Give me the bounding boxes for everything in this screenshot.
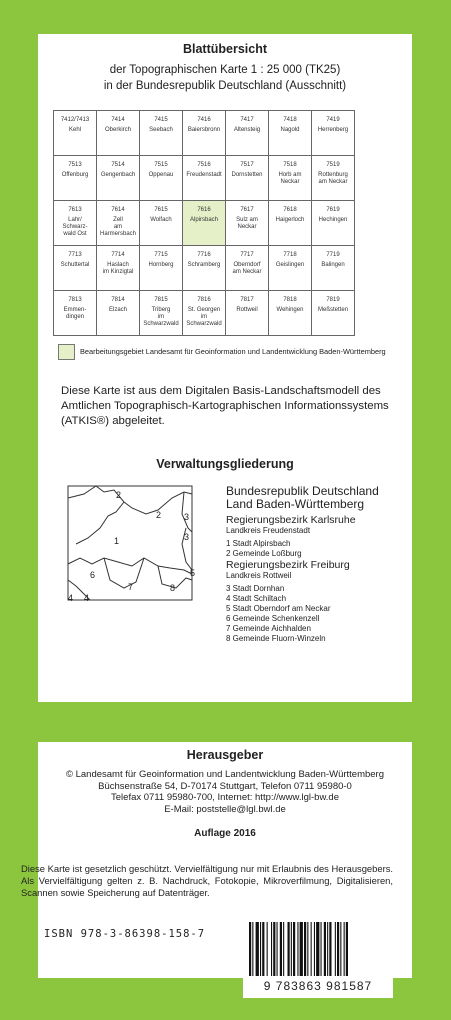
- map-label: 7: [128, 582, 134, 592]
- sheet-name: Hornberg: [148, 262, 174, 268]
- sheet-name: Wolfach: [150, 217, 172, 223]
- sheet-number: 7619: [326, 207, 340, 213]
- adm-item-1: 1 Stadt Alpirsbach: [226, 539, 291, 548]
- barcode-bar: [297, 922, 298, 976]
- sheet-cell: [226, 111, 269, 156]
- adm-district-1: Landkreis Freudenstadt: [226, 526, 311, 535]
- map-label: 3: [184, 532, 190, 542]
- sheet-number: 7417: [240, 117, 254, 123]
- sheet-number: 7517: [240, 162, 254, 168]
- sheet-cell: [269, 246, 312, 291]
- sheet-number: 7713: [68, 252, 82, 258]
- sheet-number: 7615: [154, 207, 168, 213]
- administration-map: [66, 484, 226, 604]
- barcode: [243, 918, 393, 998]
- sheet-number: 7419: [326, 117, 340, 123]
- sheet-name: Seebach: [149, 127, 173, 133]
- adm-item-5: 5 Stadt Oberndorf am Neckar: [226, 604, 331, 613]
- sheet-cell: [54, 201, 97, 246]
- barcode-bar: [311, 922, 312, 976]
- sheet-number: 7416: [197, 117, 211, 123]
- border-outer: [68, 486, 96, 498]
- sheet-name: Altensteig: [233, 127, 261, 133]
- barcode-bar: [316, 922, 319, 976]
- sheet-name: Sulz am Neckar: [236, 217, 258, 230]
- sheet-name: Lahr/ Schwarz- wald Ost: [62, 217, 88, 237]
- sheet-name: Haslach im Kinzigtal: [102, 262, 134, 275]
- border-region-2: [96, 486, 192, 514]
- copyright-notice: Diese Karte ist gesetzlich geschützt. Vervielfältigung nur mit Erlaubnis des Herausgebers. Als Vervielfältigung gelten z. B. Nachdruck, Fotokopie, Mikroverfilmung, Digitalisieren, Scannen sowie Speicherung auf Datenträger.: [21, 863, 393, 898]
- barcode-bar: [300, 922, 303, 976]
- sheet-number: 7714: [111, 252, 125, 258]
- sheet-name: Geislingen: [275, 262, 305, 268]
- adm-item-3: 3 Stadt Dornhan: [226, 584, 285, 593]
- sheet-number: 7719: [326, 252, 340, 258]
- sheet-name: Kehl: [68, 127, 81, 133]
- border-region-6: [68, 558, 192, 574]
- sheet-number: 7814: [111, 297, 125, 303]
- adm-district-2: Landkreis Rottweil: [226, 571, 292, 580]
- adm-item-8: 8 Gemeinde Fluorn-Winzeln: [226, 634, 326, 643]
- sheet-name: Oberkirch: [104, 127, 131, 133]
- sheet-name: Horb am Neckar: [278, 172, 302, 185]
- sheet-cell: [54, 291, 97, 336]
- grid-row: [54, 291, 355, 336]
- sheet-name: Rottenburg am Neckar: [318, 172, 348, 185]
- sheet-cell: [183, 156, 226, 201]
- barcode-bars: [243, 918, 393, 978]
- sheet-number: 7514: [111, 162, 125, 168]
- adm-state: Land Baden-Württemberg: [226, 497, 365, 511]
- sheet-cell: [140, 156, 183, 201]
- legend-swatch: [58, 344, 75, 360]
- sheet-cell: [97, 156, 140, 201]
- sheet-name: Freudenstadt: [186, 172, 222, 178]
- sheet-number: 7415: [154, 117, 168, 123]
- barcode-number: 9 783863 981587: [263, 979, 373, 993]
- sheet-number: 7715: [154, 252, 168, 258]
- sheet-cell: [54, 156, 97, 201]
- sheet-name: Herrenberg: [317, 127, 349, 133]
- sheet-name: Wehingen: [276, 307, 304, 313]
- sheet-name: Nagold: [280, 127, 300, 133]
- sheet-name: Zell am Harmersbach: [99, 217, 136, 237]
- sheet-cell: [183, 291, 226, 336]
- adm-item-2: 2 Gemeinde Loßburg: [226, 549, 302, 558]
- sheet-number: 7515: [154, 162, 168, 168]
- barcode-bar: [324, 922, 326, 976]
- sheet-number: 7816: [197, 297, 211, 303]
- adm-item-7: 7 Gemeinde Aichhalden: [226, 624, 311, 633]
- sheet-cell: [312, 201, 355, 246]
- sheet-cell: [140, 111, 183, 156]
- adm-region-1: Regierungsbezirk Karlsruhe: [226, 514, 356, 526]
- publisher-line3: Telefax 0711 95980-700, Internet: http://www.lgl-bw.de: [111, 792, 339, 803]
- sheet-number: 7616: [197, 207, 211, 213]
- sheet-cell: [269, 201, 312, 246]
- sheet-cell: [183, 111, 226, 156]
- barcode-bar: [293, 922, 295, 976]
- publisher-line4: E-Mail: poststelle@lgl.bwl.de: [164, 803, 286, 815]
- sheet-number: 7412/7413: [60, 117, 90, 123]
- source-text: Diese Karte ist aus dem Digitalen Basis-Landschaftsmodell des Amtlichen Topographisch-Kartographischen Informationssystems (ATKIS®) abgeleitet.: [61, 385, 389, 427]
- administration-list: [226, 485, 379, 644]
- map-label: 3: [184, 512, 190, 522]
- barcode-bar: [288, 922, 290, 976]
- barcode-bar: [307, 922, 308, 976]
- barcode-bar: [273, 922, 275, 976]
- sheet-cell: [140, 291, 183, 336]
- sheet-number: 7718: [283, 252, 297, 258]
- sheet-name: St. Georgen im Schwarzwald: [186, 307, 222, 327]
- sheet-cell: [97, 111, 140, 156]
- grid-row: [54, 156, 355, 201]
- isbn: ISBN 978-3-86398-158-7: [44, 928, 206, 940]
- barcode-bar: [277, 922, 278, 976]
- sheet-cell: [140, 201, 183, 246]
- sheet-number: 7418: [283, 117, 297, 123]
- sheet-name: Oberndorf am Neckar: [232, 262, 262, 275]
- sheet-name: Offenburg: [61, 172, 89, 178]
- barcode-bar: [314, 922, 315, 976]
- sheet-name: Meßstetten: [317, 307, 348, 313]
- sheet-cell: [54, 111, 97, 156]
- sheet-name: Alpirsbach: [189, 217, 218, 223]
- sheet-cell: [183, 201, 226, 246]
- sheet-name: Triberg im Schwarzwald: [143, 307, 179, 327]
- barcode-bar: [262, 922, 264, 976]
- sheet-cell: [140, 246, 183, 291]
- barcode-bar: [340, 922, 341, 976]
- barcode-bar: [327, 922, 328, 976]
- sheet-name: Schuttertal: [60, 262, 90, 268]
- sheet-cell: [312, 291, 355, 336]
- sheet-number: 7518: [283, 162, 297, 168]
- sheet-number: 7614: [111, 207, 125, 213]
- publisher-address: [38, 769, 412, 815]
- index-title: Blattübersicht: [182, 42, 268, 56]
- barcode-bar: [304, 922, 306, 976]
- sheet-number: 7618: [283, 207, 297, 213]
- grid-row: [54, 246, 355, 291]
- adm-item-4: 4 Stadt Schiltach: [226, 594, 287, 603]
- legend: [58, 344, 386, 360]
- sheet-number: 7519: [326, 162, 340, 168]
- map-label: 1: [114, 536, 120, 546]
- barcode-bar: [256, 922, 259, 976]
- sheet-name: Schramberg: [187, 262, 221, 268]
- sheet-number: 7716: [197, 252, 211, 258]
- publisher-line2: Büchsenstraße 54, D-70174 Stuttgart, Telefon 0711 95980-0: [98, 780, 352, 792]
- sheet-name: Elzach: [108, 307, 127, 313]
- map-label: 6: [90, 570, 96, 580]
- grid-row: [54, 111, 355, 156]
- sheet-number: 7717: [240, 252, 254, 258]
- publisher-title: Herausgeber: [186, 748, 264, 762]
- barcode-bar: [344, 922, 345, 976]
- sheet-number: 7617: [240, 207, 254, 213]
- sheet-cell: [226, 201, 269, 246]
- sheet-number: 7817: [240, 297, 254, 303]
- barcode-bar: [267, 922, 268, 976]
- grid-row: [54, 201, 355, 246]
- publisher-line1: © Landesamt für Geoinformation und Landentwicklung Baden-Württemberg: [65, 769, 385, 780]
- sheet-number: 7813: [68, 297, 82, 303]
- sheet-name: Rottweil: [236, 307, 258, 313]
- adm-region-2: Regierungsbezirk Freiburg: [226, 559, 350, 571]
- barcode-bar: [335, 922, 336, 976]
- sheet-cell: [269, 291, 312, 336]
- sheet-name: Gengenbach: [100, 172, 136, 178]
- administration-title: Verwaltungsgliederung: [156, 457, 294, 471]
- sheet-index-grid: [53, 110, 355, 336]
- legend-text: Bearbeitungsgebiet Landesamt für Geoinformation und Landentwicklung Baden-Württemberg: [80, 346, 386, 356]
- barcode-bar: [346, 922, 348, 976]
- map-label: 8: [170, 583, 176, 593]
- map-label: 5: [190, 568, 196, 578]
- barcode-bar: [260, 922, 261, 976]
- barcode-bar: [271, 922, 272, 976]
- barcode-bar: [283, 922, 284, 976]
- sheet-name: Oppenau: [148, 172, 174, 178]
- sheet-name: Hechingen: [318, 217, 348, 223]
- sheet-name: Emmen- dingen: [63, 307, 87, 320]
- sheet-number: 7613: [68, 207, 82, 213]
- sheet-name: Baiersbronn: [187, 127, 221, 133]
- barcode-bar: [337, 922, 339, 976]
- sheet-name: Dornstetten: [231, 172, 263, 178]
- adm-country: Bundesrepublik Deutschland: [226, 484, 379, 498]
- edition: Auflage 2016: [194, 828, 256, 839]
- map-label: 4: [84, 593, 90, 603]
- sheet-cell: [226, 156, 269, 201]
- sheet-number: 7516: [197, 162, 211, 168]
- sheet-cell: [269, 156, 312, 201]
- sheet-cell: [97, 201, 140, 246]
- barcode-bar: [321, 922, 322, 976]
- map-label: 4: [68, 593, 74, 603]
- sheet-cell: [312, 246, 355, 291]
- sheet-number: 7414: [111, 117, 125, 123]
- barcode-bar: [291, 922, 292, 976]
- map-label: 2: [156, 510, 162, 520]
- sheet-cell: [97, 291, 140, 336]
- sheet-cell: [226, 291, 269, 336]
- sheet-cell: [97, 246, 140, 291]
- sheet-name: Balingen: [321, 262, 345, 268]
- sheet-name: Haigerloch: [275, 217, 305, 223]
- sheet-number: 7819: [326, 297, 340, 303]
- barcode-bar: [280, 922, 282, 976]
- sheet-number: 7513: [68, 162, 82, 168]
- sheet-number: 7818: [283, 297, 297, 303]
- map-label: 2: [116, 490, 122, 500]
- barcode-bar: [329, 922, 331, 976]
- barcode-bar: [252, 922, 253, 976]
- index-subtitle-line1: der Topographischen Karte 1 : 25 000 (TK25): [109, 64, 341, 76]
- index-subtitle-line2: in der Bundesrepublik Deutschland (Ausschnitt): [103, 80, 347, 92]
- sheet-cell: [183, 246, 226, 291]
- sheet-number: 7815: [154, 297, 168, 303]
- sheet-cell: [312, 156, 355, 201]
- barcode-bar: [249, 922, 251, 976]
- sheet-cell: [312, 111, 355, 156]
- sheet-cell: [54, 246, 97, 291]
- index-subtitle: [38, 62, 412, 94]
- sheet-cell: [269, 111, 312, 156]
- adm-item-6: 6 Gemeinde Schenkenzell: [226, 614, 320, 623]
- sheet-cell: [226, 246, 269, 291]
